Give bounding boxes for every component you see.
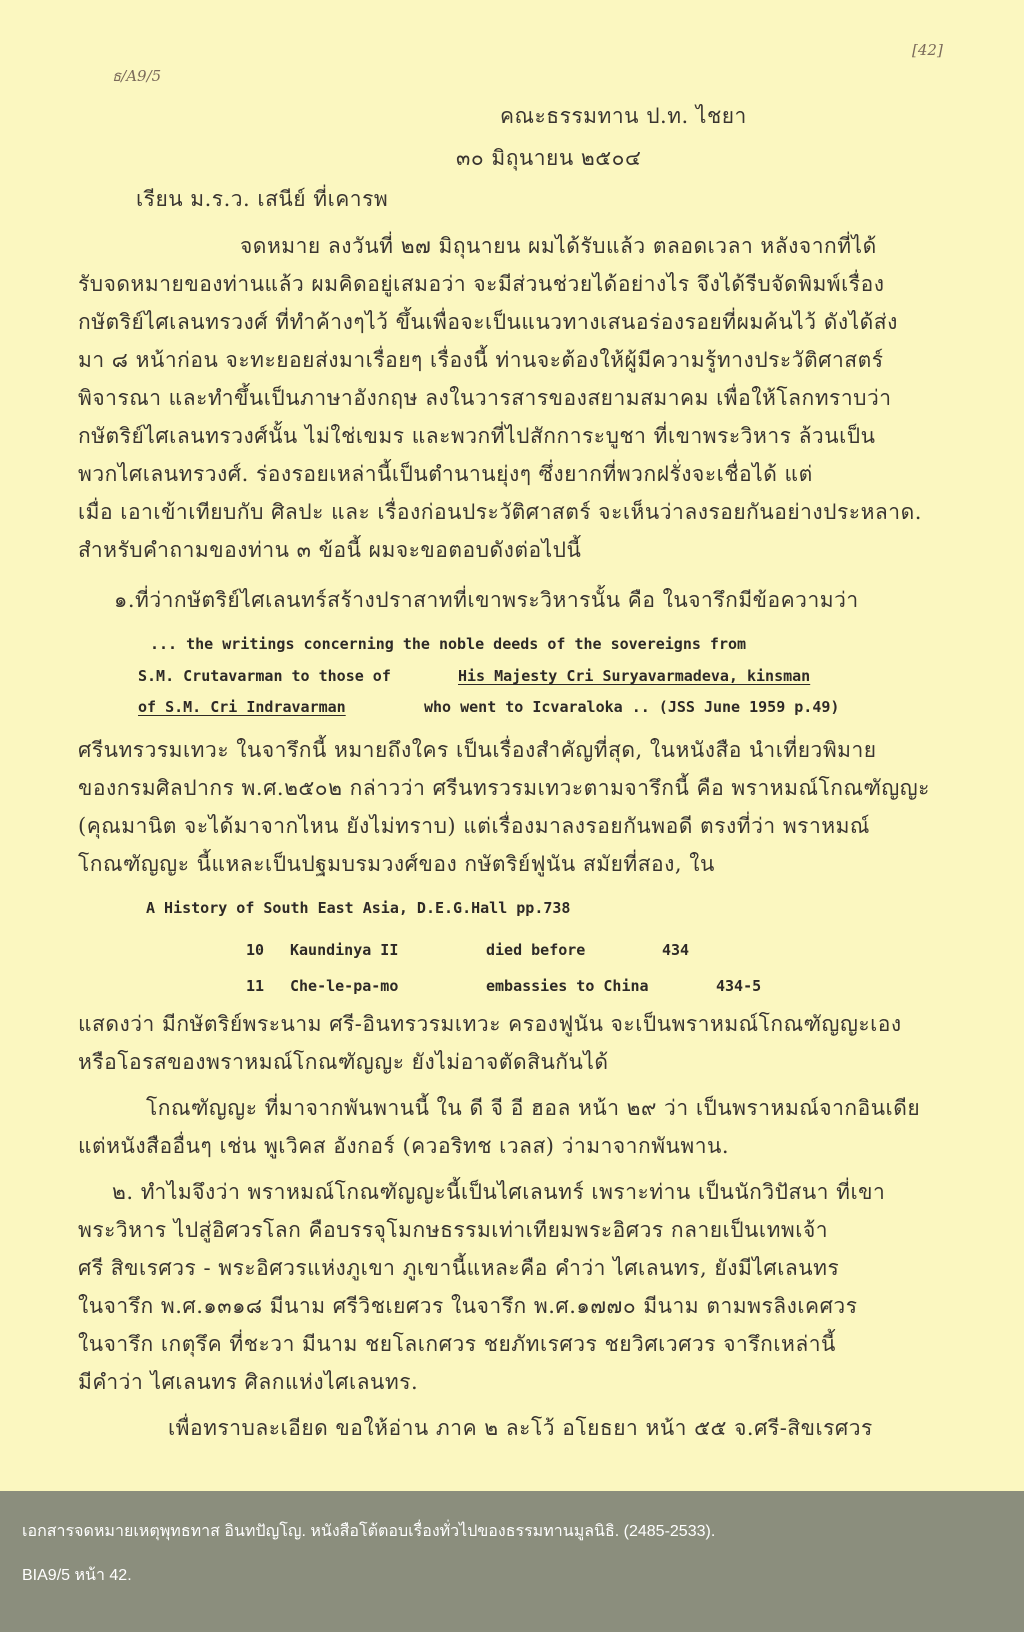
reference-title: A History of South East Asia, D.E.G.Hall pp.738 <box>146 899 571 917</box>
body-line: แต่หนังสืออื่นๆ เช่น พูเวิคส อังกอร์ (ควอริทช เวลส) ว่ามาจากพันพาน. <box>78 1134 730 1158</box>
body-line: พวกไศเลนทรวงศ์. ร่องรอยเหล่านี้เป็นตำนานยุ่งๆ ซึ่งยากที่พวกฝรั่งจะเชื่อได้ แต่ <box>78 462 813 486</box>
body-line: ในจารึก เกตุรึค ที่ชะวา มีนาม ชยโลเกศวร ชยภัทเรศวร ชยวิศเวศวร จารึกเหล่านี้ <box>78 1332 836 1356</box>
body-line: ในจารึก พ.ศ.๑๓๑๘ มีนาม ศรีวิชเยศวร ในจารึก พ.ศ.๑๗๗๐ มีนาม ตามพรลิงเคศวร <box>78 1294 858 1318</box>
reference-row-year: 434-5 <box>716 977 762 995</box>
reference-row-name: Kaundinya II <box>290 941 399 959</box>
point-two-heading: ๒. ทำไมจึงว่า พราหมณ์โกณฑัญญะนี้เป็นไศเลนทร์ เพราะท่าน เป็นนักวิปัสนา ที่เขา <box>112 1180 886 1204</box>
body-line: หรือโอรสของพราหมณ์โกณฑัญญะ ยังไม่อาจตัดสินกันได้ <box>78 1050 609 1074</box>
caption-source: เอกสารจดหมายเหตุพุทธทาส อินทปัญโญ. หนังสือโต้ตอบเรื่องทั่วไปของธรรมทานมูลนิธิ. (2485-2533). <box>22 1523 716 1540</box>
body-line: สำหรับคำถามของท่าน ๓ ข้อนี้ ผมจะขอตอบดังต่อไปนี้ <box>78 538 582 562</box>
caption-reference: BIA9/5 หน้า 42. <box>22 1567 132 1584</box>
body-line: พิจารณา และทำขึ้นเป็นภาษาอังกฤษ ลงในวารสารของสยามสมาคม เพื่อให้โลกทราบว่า <box>78 386 892 410</box>
body-line: มา ๘ หน้าก่อน จะทะยอยส่งมาเรื่อยๆ เรื่องนี้ ท่านจะต้องให้ผู้มีความรู้ทางประวัติศาสตร์ <box>78 348 884 372</box>
body-line: เมื่อ เอาเข้าเทียบกับ ศิลปะ และ เรื่องก่อนประวัติศาสตร์ จะเห็นว่าลงรอยกันอย่างประหลาด. <box>78 500 922 524</box>
body-line: เพื่อทราบละเอียด ขอให้อ่าน ภาค ๒ ละโว้ อโยธยา หน้า ๕๕ จ.ศรี-สิขเรศวร <box>168 1416 873 1440</box>
body-line: ของกรมศิลปากร พ.ศ.๒๕๐๒ กล่าวว่า ศรีนทรวรมเทวะตามจารึกนี้ คือ พราหมณ์โกณฑัญญะ <box>78 776 930 800</box>
archive-caption-bar <box>0 1491 1024 1632</box>
body-line: ศรี สิขเรศวร - พระอิศวรแห่งภูเขา ภูเขานี้แหละคือ คำว่า ไศเลนทร, ยังมีไศเลนทร <box>78 1256 840 1280</box>
body-line: กษัตริย์ไศเลนทรวงศ์นั้น ไม่ใช่เขมร และพวกที่ไปสักการะบูชา ที่เขาพระวิหาร ล้วนเป็น <box>78 424 876 448</box>
body-line: (คุณมานิต จะได้มาจากไหน ยังไม่ทราบ) แต่เรื่องมาลงรอยกันพอดี ตรงที่ว่า พราหมณ์ <box>78 814 870 838</box>
point-one-heading: ๑.ที่ว่ากษัตริย์ไศเลนทร์สร้างปราสาทที่เขาพระวิหารนั้น คือ ในจารึกมีข้อความว่า <box>114 588 859 612</box>
letter-salutation: เรียน ม.ร.ว. เสนีย์ ที่เคารพ <box>136 187 389 211</box>
body-line: พระวิหาร ไปสู่อิศวรโลก คือบรรจุโมกษธรรมเท่าเทียมพระอิศวร กลายเป็นเทพเจ้า <box>78 1218 829 1242</box>
letter-date: ๓๐ มิถุนายน ๒๕๐๔ <box>456 146 642 170</box>
quote-line: ... the writings concerning the noble deeds of the sovereigns from <box>150 635 747 653</box>
body-line: แสดงว่า มีกษัตริย์พระนาม ศรี-อินทรวรมเทวะ ครองฟูนัน จะเป็นพราหมณ์โกณฑัญญะเอง <box>78 1012 902 1036</box>
body-line: โกณฑัญญะ นี้แหละเป็นปฐมบรมวงศ์ของ กษัตริย์ฟูนัน สมัยที่สอง, ใน <box>78 852 715 876</box>
body-line: โกณฑัญญะ ที่มาจากพันพานนี้ ใน ดี จี อี ฮอล หน้า ๒๙ ว่า เป็นพราหมณ์จากอินเดีย <box>146 1096 921 1120</box>
body-line: ศรีนทรวรมเทวะ ในจารึกนี้ หมายถึงใคร เป็นเรื่องสำคัญที่สุด, ในหนังสือ นำเที่ยวพิมาย <box>78 738 877 762</box>
body-line: มีคำว่า ไศเลนทร ศิลกแห่งไศเลนทร. <box>78 1370 419 1394</box>
body-line: จดหมาย ลงวันที่ ๒๗ มิถุนายน ผมได้รับแล้ว ตลอดเวลา หลังจากที่ได้ <box>240 234 877 258</box>
reference-row-name: Che-le-pa-mo <box>290 977 399 995</box>
quote-line: who went to Icvaraloka .. (JSS June 1959 p.49) <box>424 698 840 716</box>
quote-line-underlined: of S.M. Cri Indravarman <box>138 698 346 716</box>
reference-row-num: 11 <box>246 977 265 995</box>
body-line: กษัตริย์ไศเลนทรวงศ์ ที่ทำค้างๆไว้ ขึ้นเพื่อจะเป็นแนวทางเสนอร่องรอยที่ผมค้นไว้ ดังได้ส่ง <box>78 310 898 334</box>
body-line: รับจดหมายของท่านแล้ว ผมคิดอยู่เสมอว่า จะมีส่วนช่วยได้อย่างไร จึงได้รีบจัดพิมพ์เรื่อง <box>78 272 885 296</box>
quote-line: S.M. Crutavarman to those of <box>138 667 391 685</box>
reference-row-note: embassies to China <box>486 977 649 995</box>
letter-header-org: คณะธรรมทาน ป.ท. ไชยา <box>500 104 747 128</box>
archive-code-handwritten: ธ/A9/5 <box>112 67 162 85</box>
reference-row-year: 434 <box>662 941 690 959</box>
reference-row-num: 10 <box>246 941 265 959</box>
reference-row-note: died before <box>486 941 586 959</box>
quote-line-underlined: His Majesty Cri Suryavarmadeva, kinsman <box>458 667 811 685</box>
page-number-handwritten: [42] <box>912 41 943 59</box>
